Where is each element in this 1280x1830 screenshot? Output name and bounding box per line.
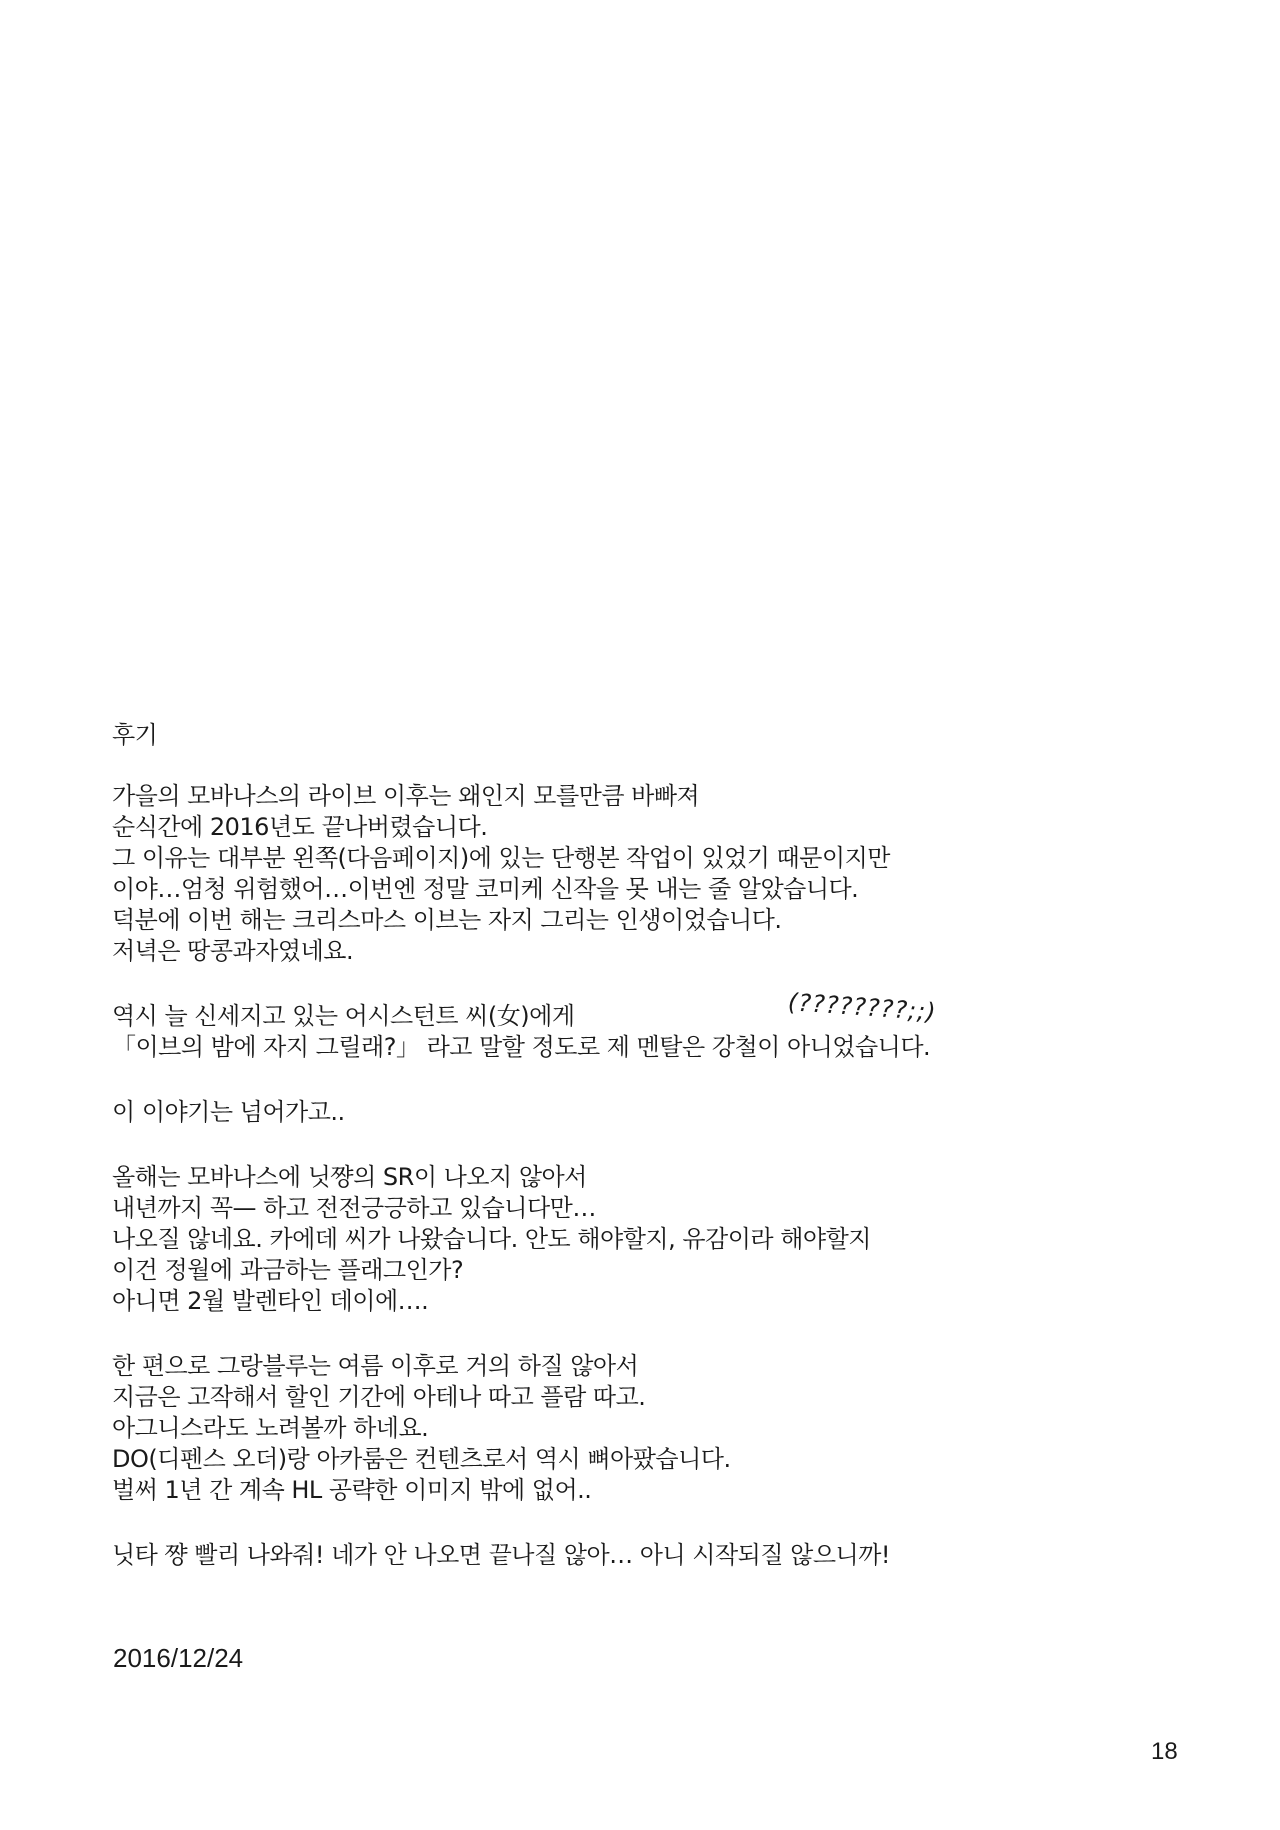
afterword-date: 2016/12/24 [113,1643,244,1673]
text-line: 벌써 1년 간 계속 HL 공략한 이미지 밖에 없어.. [112,1476,592,1504]
afterword-text [112,720,1092,1571]
aside-note: (????????;;) [787,988,938,1027]
text-line: 「이브의 밤에 자지 그릴래?」 라고 말할 정도로 제 멘탈은 강철이 아니었습니다. [112,1033,931,1061]
text-line: 지금은 고작해서 할인 기간에 아테나 따고 플람 따고. [112,1383,646,1411]
text-line: 닛타 쨩 빨리 나와줘! 네가 안 나오면 끝나질 않아… 아니 시작되질 않으니까! [112,1541,890,1569]
text-line: 이건 정월에 과금하는 플래그인가? [112,1256,464,1284]
paragraph-2 [112,1001,1092,1063]
text-line: 올해는 모바나스에 닛쨩의 SR이 나오지 않아서 [112,1163,587,1191]
text-line: 그 이유는 대부분 왼쪽(다음페이지)에 있는 단행본 작업이 있었기 때문이지만 [112,844,890,872]
paragraph-3 [112,1097,1092,1128]
text-line: 저녁은 땅콩과자였네요. [112,937,354,965]
paragraph-4 [112,1162,1092,1317]
text-line: 내년까지 꼭— 하고 전전긍긍하고 있습니다만… [112,1194,596,1222]
paragraph-6 [112,1540,1092,1571]
text-line: 한 편으로 그랑블루는 여름 이후로 거의 하질 않아서 [112,1352,639,1380]
paragraph-1 [112,781,1092,967]
text-line: 이야…엄청 위험했어…이번엔 정말 코미케 신작을 못 내는 줄 알았습니다. [112,875,859,903]
text-line: DO(디펜스 오더)랑 아카룸은 컨텐츠로서 역시 뼈아팠습니다. [112,1445,731,1473]
afterword-title: 후기 [112,721,158,749]
text-line: 이 이야기는 넘어가고.. [112,1098,345,1126]
text-line: 덕분에 이번 해는 크리스마스 이브는 자지 그리는 인생이었습니다. [112,906,782,934]
text-line: 아니면 2월 발렌타인 데이에…. [112,1287,429,1315]
page-number: 18 [1151,1738,1178,1765]
text-line: 역시 늘 신세지고 있는 어시스턴트 씨(女)에게 [112,1002,575,1030]
text-line: 가을의 모바나스의 라이브 이후는 왜인지 모를만큼 바빠져 [112,782,700,810]
text-line: 아그니스라도 노려볼까 하네요. [112,1414,429,1442]
text-line: 순식간에 2016년도 끝나버렸습니다. [112,813,488,841]
paragraph-5 [112,1351,1092,1506]
text-line: 나오질 않네요. 카에데 씨가 나왔습니다. 안도 해야할지, 유감이라 해야할지 [112,1225,871,1253]
